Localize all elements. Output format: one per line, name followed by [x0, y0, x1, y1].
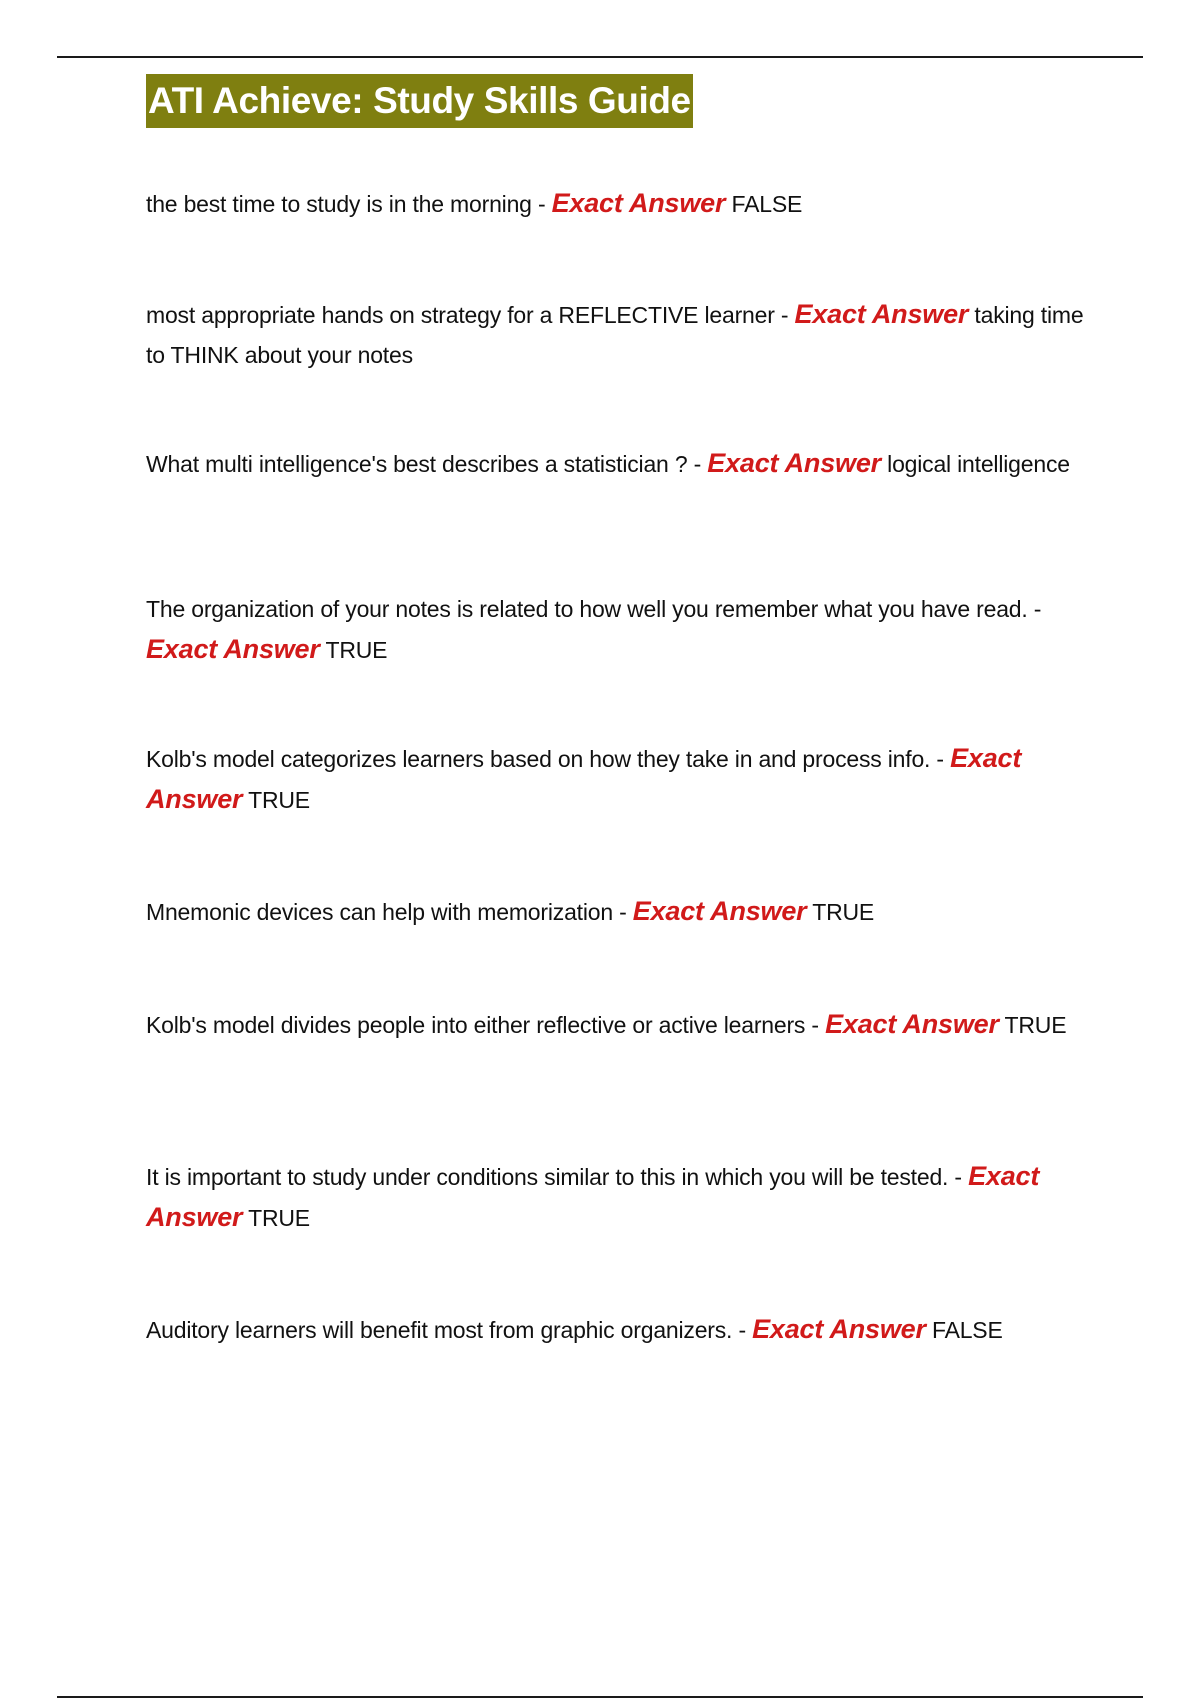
bottom-rule: [57, 1696, 1143, 1698]
exact-answer-label: Exact Answer: [146, 634, 320, 664]
page-title: ATI Achieve: Study Skills Guide: [146, 74, 693, 128]
exact-answer-label: Exact Answer: [632, 896, 807, 926]
top-rule: [57, 56, 1143, 58]
answer-text: logical intelligence: [887, 451, 1070, 477]
answer-text: TRUE: [812, 899, 875, 925]
question-text: Kolb's model categorizes learners based on how they take in and process info.: [146, 746, 931, 772]
separator: -: [930, 746, 951, 772]
answer-text: TRUE: [248, 1205, 310, 1231]
exact-answer-label: Exact Answer: [551, 188, 726, 218]
qa-item-7: [146, 1004, 1096, 1045]
exact-answer-label: Exact Answer: [707, 448, 881, 478]
separator: -: [1027, 596, 1042, 622]
answer-text: TRUE: [325, 637, 388, 663]
question-text: Mnemonic devices can help with memorization: [146, 899, 613, 925]
question-text: It is important to study under conditions similar to this in which you will be tested.: [146, 1164, 949, 1190]
exact-answer-label: Exact Answer: [794, 299, 969, 329]
qa-item-3: [146, 443, 1096, 484]
exact-answer-label: Exact Answer: [146, 1161, 1040, 1232]
separator: -: [612, 899, 633, 925]
qa-item-8: [146, 1156, 1096, 1238]
question-text: The organization of your notes is related to how well you remember what you have read.: [146, 596, 1028, 622]
exact-answer-label: Exact Answer: [146, 743, 1022, 814]
qa-item-5: [146, 738, 1096, 820]
separator: -: [687, 451, 708, 477]
qa-item-6: [146, 891, 1096, 932]
qa-item-9: [146, 1309, 1096, 1350]
exact-answer-label: Exact Answer: [752, 1314, 926, 1344]
question-text: the best time to study is in the morning: [146, 191, 532, 217]
separator: -: [732, 1317, 753, 1343]
separator: -: [805, 1012, 826, 1038]
question-text: Auditory learners will benefit most from graphic organizers.: [146, 1317, 733, 1343]
question-text: most appropriate hands on strategy for a REFLECTIVE learner: [146, 302, 775, 328]
qa-item-4: [146, 589, 1096, 670]
qa-item-2: [146, 294, 1096, 375]
answer-text: TRUE: [1004, 1012, 1067, 1038]
separator: -: [774, 302, 795, 328]
exact-answer-label: Exact Answer: [825, 1009, 999, 1039]
separator: -: [531, 191, 552, 217]
answer-text: FALSE: [931, 1317, 1003, 1343]
separator: -: [948, 1164, 969, 1190]
qa-item-1: [146, 183, 1096, 224]
answer-text: TRUE: [248, 787, 310, 813]
question-text: What multi intelligence's best describes a statistician ?: [146, 451, 688, 477]
answer-text: taking time to THINK about your notes: [146, 302, 1084, 368]
answer-text: FALSE: [731, 191, 803, 217]
question-text: Kolb's model divides people into either reflective or active learners: [146, 1012, 806, 1038]
